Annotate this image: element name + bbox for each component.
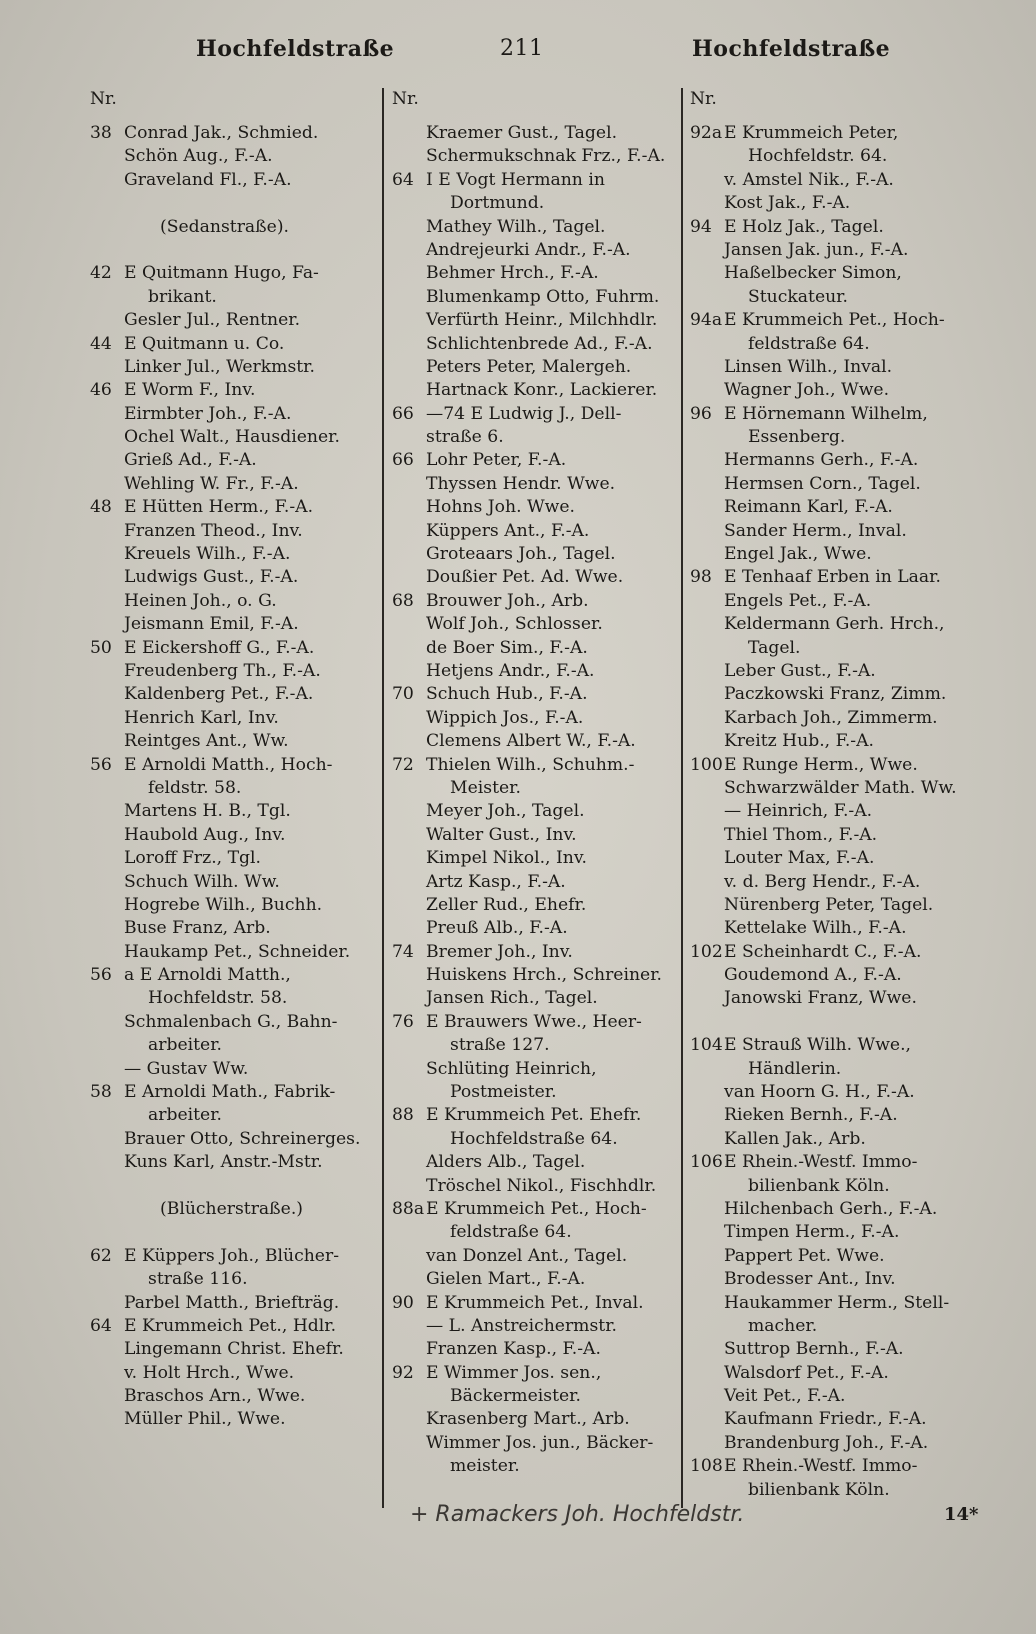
house-entry [90, 496, 368, 519]
resident-entry: Jeismann Emil, F.-A. [124, 614, 299, 635]
resident-entry: Wolf Joh., Schlosser. [426, 614, 603, 635]
entry-continuation: straße 116. [148, 1269, 248, 1290]
resident-name: E Quitmann Hugo, Fa- [124, 263, 319, 284]
resident-entry: Brandenburg Joh., F.-A. [724, 1432, 929, 1453]
house-entry [690, 122, 990, 145]
column-heading: Nr. [392, 89, 419, 109]
resident-entry: straße 6. [426, 427, 504, 448]
house-number: 38 [90, 123, 112, 143]
resident-name: E Rhein.-Westf. Immo- [724, 1456, 918, 1477]
resident-entry [690, 1011, 990, 1034]
resident-entry: Linker Jul., Werkmstr. [124, 356, 315, 377]
resident-entry: Freudenberg Th., F.-A. [124, 660, 321, 681]
resident-entry: Wimmer Jos. jun., Bäcker- [426, 1432, 654, 1453]
resident-entry: Engels Pet., F.-A. [724, 590, 872, 611]
resident-name: a E Arnoldi Matth., [124, 965, 291, 986]
resident-name: E Arnoldi Matth., Hoch- [124, 754, 333, 775]
spacer [90, 239, 368, 262]
resident-entry: Paczkowski Franz, Zimm. [724, 684, 947, 705]
resident-entry: v. d. Berg Hendr., F.-A. [724, 871, 921, 892]
resident-entry: Peters Peter, Malergeh. [426, 356, 632, 377]
entry-continuation: Bäckermeister. [450, 1386, 581, 1407]
resident-entry: van Donzel Ant., Tagel. [426, 1245, 628, 1266]
entry-continuation: Hochfeldstr. 64. [748, 146, 888, 167]
resident-name: Conrad Jak., Schmied. [124, 123, 319, 143]
resident-entry: Hermsen Corn., Tagel. [724, 473, 921, 494]
house-entry [392, 403, 674, 426]
house-entry [392, 1362, 674, 1385]
resident-entry: Keldermann Gerh. Hrch., [724, 614, 945, 635]
column-heading: Nr. [90, 89, 117, 109]
resident-entry: Pappert Pet. Wwe. [724, 1245, 885, 1266]
house-entry [690, 941, 990, 964]
resident-name: E Hütten Herm., F.-A. [124, 497, 314, 518]
house-entry [392, 169, 674, 192]
resident-entry: Zeller Rud., Ehefr. [426, 894, 587, 915]
resident-entry: Andrejeurki Andr., F.-A. [426, 239, 631, 260]
resident-entry: Timpen Herm., F.-A. [724, 1222, 900, 1243]
house-number: 94a [690, 310, 723, 331]
house-number: 98 [690, 567, 712, 588]
house-entry [90, 1315, 368, 1338]
house-number: 92a [690, 123, 723, 143]
house-number: 106 [690, 1152, 723, 1173]
resident-entry: Hogrebe Wilh., Buchh. [124, 894, 323, 915]
house-number: 94 [690, 216, 712, 237]
resident-name: E Krummeich Pet. Ehefr. [426, 1105, 642, 1126]
spacer [90, 1175, 368, 1198]
resident-name: E Rhein.-Westf. Immo- [724, 1152, 918, 1173]
resident-name: E Tenhaaf Erben in Laar. [724, 567, 941, 588]
house-entry [90, 122, 368, 145]
resident-entry: v. Holt Hrch., Wwe. [124, 1362, 295, 1383]
house-number: 44 [90, 333, 112, 354]
house-number: 92 [392, 1362, 414, 1383]
resident-entry: Haubold Aug., Inv. [124, 824, 286, 845]
resident-entry: Gielen Mart., F.-A. [426, 1269, 586, 1290]
resident-entry: Alders Alb., Tagel. [426, 1152, 586, 1173]
house-entry [690, 1151, 990, 1174]
house-entry [392, 1292, 674, 1315]
house-number: 58 [90, 1082, 112, 1103]
resident-entry: Meyer Joh., Tagel. [426, 801, 585, 822]
resident-entry: Wehling W. Fr., F.-A. [124, 473, 299, 494]
resident-entry: Linsen Wilh., Inval. [724, 356, 893, 377]
resident-entry: Schermukschnak Frz., F.-A. [426, 146, 666, 167]
entry-continuation: Essenberg. [748, 427, 846, 448]
house-number: 90 [392, 1292, 414, 1313]
resident-name: E Küppers Joh., Blücher- [124, 1245, 340, 1266]
resident-entry: Louter Max, F.-A. [724, 848, 875, 869]
resident-entry: Clemens Albert W., F.-A. [426, 731, 636, 752]
resident-entry: Kaldenberg Pet., F.-A. [124, 684, 314, 705]
resident-entry: Kallen Jak., Arb. [724, 1128, 866, 1149]
entry-continuation: arbeiter. [148, 1035, 223, 1056]
resident-entry: Artz Kasp., F.-A. [426, 871, 566, 892]
column-middle [392, 88, 674, 1479]
house-entry [392, 683, 674, 706]
house-number: 72 [392, 754, 414, 775]
resident-entry: Henrich Karl, Inv. [124, 707, 279, 728]
column-right [690, 88, 990, 1502]
resident-entry: Wippich Jos., F.-A. [426, 707, 584, 728]
resident-entry: Brauer Otto, Schreinerges. [124, 1128, 361, 1149]
house-entry [90, 754, 368, 777]
resident-entry: Franzen Theod., Inv. [124, 520, 303, 541]
resident-entry: Tröschel Nikol., Fischhdlr. [426, 1175, 657, 1196]
house-number: 102 [690, 941, 723, 962]
entry-continuation: bilienbank Köln. [748, 1479, 890, 1500]
resident-entry: Preuß Alb., F.-A. [426, 918, 568, 939]
resident-entry: Kraemer Gust., Tagel. [426, 123, 618, 143]
resident-name: E Krummeich Pet., Inval. [426, 1292, 644, 1313]
entry-continuation: Postmeister. [450, 1082, 557, 1103]
house-entry [392, 1104, 674, 1127]
resident-entry: Kuns Karl, Anstr.-Mstr. [124, 1152, 323, 1173]
resident-name: Lohr Peter, F.-A. [426, 450, 567, 471]
column-heading: Nr. [690, 89, 717, 109]
resident-name: E Krummeich Peter, [724, 123, 899, 143]
resident-name: E Brauwers Wwe., Heer- [426, 1011, 642, 1032]
header-street-left: Hochfeldstraße [196, 36, 395, 62]
resident-entry: van Hoorn G. H., F.-A. [724, 1082, 915, 1103]
cross-street-heading: (Sedanstraße). [160, 216, 289, 237]
resident-name: E Quitmann u. Co. [124, 333, 285, 354]
resident-entry: Heinen Joh., o. G. [124, 590, 277, 611]
house-entry [90, 333, 368, 356]
resident-entry: de Boer Sim., F.-A. [426, 637, 588, 658]
entry-continuation: Hochfeldstraße 64. [450, 1128, 618, 1149]
resident-entry: Haukammer Herm., Stell- [724, 1292, 950, 1313]
house-entry [690, 1455, 990, 1478]
resident-entry: Schwarzwälder Math. Ww. [724, 777, 957, 798]
resident-name: I E Vogt Hermann in [426, 169, 605, 190]
house-number: 50 [90, 637, 112, 658]
house-number: 62 [90, 1245, 112, 1266]
resident-entry: Hetjens Andr., F.-A. [426, 660, 595, 681]
resident-entry: — Gustav Ww. [124, 1058, 249, 1079]
cross-street-heading: (Blücherstraße.) [160, 1198, 303, 1219]
resident-entry: Kost Jak., F.-A. [724, 193, 851, 214]
house-entry [690, 754, 990, 777]
resident-entry: Kreitz Hub., F.-A. [724, 731, 874, 752]
resident-entry: Eirmbter Joh., F.-A. [124, 403, 292, 424]
resident-entry: Behmer Hrch., F.-A. [426, 263, 599, 284]
spacer [90, 192, 368, 215]
resident-entry: Schuch Wilh. Ww. [124, 871, 280, 892]
resident-entry: Veit Pet., F.-A. [724, 1386, 846, 1407]
resident-entry: Braschos Arn., Wwe. [124, 1386, 306, 1407]
resident-entry: Brodesser Ant., Inv. [724, 1269, 896, 1290]
resident-entry: Kreuels Wilh., F.-A. [124, 544, 291, 565]
resident-name: E Krummeich Pet., Hdlr. [124, 1315, 337, 1336]
house-entry [690, 216, 990, 239]
entry-continuation: Händlerin. [748, 1058, 842, 1079]
entry-continuation: feldstr. 58. [148, 777, 242, 798]
resident-entry: Doußier Pet. Ad. Wwe. [426, 567, 624, 588]
house-number: 88 [392, 1105, 414, 1126]
resident-entry: Goudemond A., F.-A. [724, 965, 902, 986]
resident-entry: Thiel Thom., F.-A. [724, 824, 878, 845]
resident-entry: Schlüting Heinrich, [426, 1058, 597, 1079]
house-entry [90, 1081, 368, 1104]
resident-entry: Reintges Ant., Ww. [124, 731, 289, 752]
resident-entry: Hohns Joh. Wwe. [426, 497, 576, 518]
entry-continuation: brikant. [148, 286, 217, 307]
house-entry [90, 379, 368, 402]
page-number: 211 [500, 36, 544, 61]
spacer [90, 1221, 368, 1244]
house-number: 100 [690, 754, 723, 775]
resident-entry: Sander Herm., Inval. [724, 520, 907, 541]
signature-mark: 14* [944, 1504, 979, 1525]
resident-entry: Schlichtenbrede Ad., F.-A. [426, 333, 653, 354]
resident-entry: Kimpel Nikol., Inv. [426, 848, 587, 869]
resident-entry: Mathey Wilh., Tagel. [426, 216, 606, 237]
resident-entry: Leber Gust., F.-A. [724, 660, 876, 681]
house-entry [392, 1011, 674, 1034]
house-number: 74 [392, 941, 414, 962]
header-street-right: Hochfeldstraße [692, 36, 891, 62]
resident-entry: Huiskens Hrch., Schreiner. [426, 965, 662, 986]
resident-entry: Thyssen Hendr. Wwe. [426, 473, 616, 494]
entry-continuation: Tagel. [748, 637, 801, 658]
resident-entry: Franzen Kasp., F.-A. [426, 1339, 601, 1360]
resident-entry: Reimann Karl, F.-A. [724, 497, 893, 518]
resident-name: Brouwer Joh., Arb. [426, 590, 589, 611]
resident-name: E Eickershoff G., F.-A. [124, 637, 315, 658]
resident-name: E Scheinhardt C., F.-A. [724, 941, 922, 962]
column-left [90, 88, 368, 1432]
resident-entry: Ludwigs Gust., F.-A. [124, 567, 299, 588]
handwritten-note: + Ramackers Joh. Hochfeldstr. [410, 1502, 745, 1527]
resident-entry: Rieken Bernh., F.-A. [724, 1105, 898, 1126]
house-number: 64 [90, 1315, 112, 1336]
house-number: 104 [690, 1035, 723, 1056]
house-number: 66 [392, 450, 414, 471]
resident-entry: Haukamp Pet., Schneider. [124, 941, 351, 962]
resident-entry: Engel Jak., Wwe. [724, 544, 872, 565]
resident-entry: Gesler Jul., Rentner. [124, 310, 301, 331]
resident-entry: Suttrop Bernh., F.-A. [724, 1339, 904, 1360]
resident-name: E Hörnemann Wilhelm, [724, 403, 928, 424]
resident-entry: Küppers Ant., F.-A. [426, 520, 590, 541]
resident-entry: — Heinrich, F.-A. [724, 801, 873, 822]
entry-continuation: feldstraße 64. [748, 333, 870, 354]
house-entry [690, 309, 990, 332]
resident-name: E Wimmer Jos. sen., [426, 1362, 602, 1383]
resident-name: E Krummeich Pet., Hoch- [426, 1198, 647, 1219]
entry-continuation: Meister. [450, 777, 521, 798]
entry-continuation: Hochfeldstr. 58. [148, 988, 288, 1009]
house-number: 46 [90, 380, 112, 401]
resident-name: E Runge Herm., Wwe. [724, 754, 918, 775]
house-number: 64 [392, 169, 414, 190]
resident-name: Schuch Hub., F.-A. [426, 684, 588, 705]
house-entry [90, 964, 368, 987]
resident-entry: Lingemann Christ. Ehefr. [124, 1339, 344, 1360]
entry-continuation: Stuckateur. [748, 286, 848, 307]
resident-entry: Jansen Rich., Tagel. [426, 988, 598, 1009]
house-entry [690, 1034, 990, 1057]
entry-continuation: straße 127. [450, 1035, 550, 1056]
resident-name: E Holz Jak., Tagel. [724, 216, 884, 237]
resident-entry: Kettelake Wilh., F.-A. [724, 918, 907, 939]
column-divider-left [382, 88, 384, 1508]
resident-name: —74 E Ludwig J., Dell- [426, 403, 622, 424]
resident-entry: Karbach Joh., Zimmerm. [724, 707, 938, 728]
house-number: 96 [690, 403, 712, 424]
column-divider-right [681, 88, 683, 1508]
resident-entry: Wagner Joh., Wwe. [724, 380, 890, 401]
resident-entry: Loroff Frz., Tgl. [124, 848, 262, 869]
house-entry [690, 403, 990, 426]
resident-entry: Graveland Fl., F.-A. [124, 169, 292, 190]
entry-continuation: bilienbank Köln. [748, 1175, 890, 1196]
resident-entry: Nürenberg Peter, Tagel. [724, 894, 934, 915]
house-entry [392, 941, 674, 964]
house-number: 56 [90, 965, 112, 986]
entry-continuation: meister. [450, 1456, 520, 1477]
resident-entry: Schmalenbach G., Bahn- [124, 1011, 338, 1032]
house-entry [392, 449, 674, 472]
resident-entry: Müller Phil., Wwe. [124, 1409, 286, 1430]
resident-entry: Jansen Jak. jun., F.-A. [724, 239, 909, 260]
house-number: 70 [392, 684, 414, 705]
resident-name: E Arnoldi Math., Fabrik- [124, 1082, 336, 1103]
resident-entry: Hermanns Gerh., F.-A. [724, 450, 919, 471]
house-number: 108 [690, 1456, 723, 1477]
resident-name: Bremer Joh., Inv. [426, 941, 573, 962]
house-number: 66 [392, 403, 414, 424]
house-entry [392, 754, 674, 777]
resident-name: E Worm F., Inv. [124, 380, 256, 401]
house-number: 76 [392, 1011, 414, 1032]
resident-entry: Kaufmann Friedr., F.-A. [724, 1409, 927, 1430]
resident-entry: Groteaars Joh., Tagel. [426, 544, 616, 565]
house-number: 42 [90, 263, 112, 284]
resident-entry: Ochel Walt., Hausdiener. [124, 427, 340, 448]
entry-continuation: arbeiter. [148, 1105, 223, 1126]
entry-continuation: feldstraße 64. [450, 1222, 572, 1243]
page-header [0, 36, 1036, 72]
resident-entry: Haßelbecker Simon, [724, 263, 902, 284]
house-number: 48 [90, 497, 112, 518]
resident-entry: Krasenberg Mart., Arb. [426, 1409, 630, 1430]
resident-name: E Strauß Wilh. Wwe., [724, 1035, 911, 1056]
resident-entry: Martens H. B., Tgl. [124, 801, 291, 822]
resident-name: E Krummeich Pet., Hoch- [724, 310, 945, 331]
house-number: 88a [392, 1198, 425, 1219]
resident-entry: Walter Gust., Inv. [426, 824, 577, 845]
resident-entry: Walsdorf Pet., F.-A. [724, 1362, 889, 1383]
house-entry [90, 262, 368, 285]
house-entry [690, 566, 990, 589]
house-number: 68 [392, 590, 414, 611]
resident-entry: Blumenkamp Otto, Fuhrm. [426, 286, 660, 307]
resident-entry: Verfürth Heinr., Milchhdlr. [426, 310, 658, 331]
resident-entry: Janowski Franz, Wwe. [724, 988, 917, 1009]
resident-entry: Buse Franz, Arb. [124, 918, 271, 939]
house-entry [392, 590, 674, 613]
house-number: 56 [90, 754, 112, 775]
house-entry [90, 637, 368, 660]
resident-entry: — L. Anstreichermstr. [426, 1315, 617, 1336]
resident-entry: Schön Aug., F.-A. [124, 146, 273, 167]
resident-entry: Grieß Ad., F.-A. [124, 450, 257, 471]
entry-continuation: Dortmund. [450, 193, 545, 214]
house-entry [90, 1245, 368, 1268]
resident-entry: Hilchenbach Gerh., F.-A. [724, 1198, 938, 1219]
resident-entry: v. Amstel Nik., F.-A. [724, 169, 894, 190]
resident-entry: Parbel Matth., Briefträg. [124, 1292, 340, 1313]
entry-continuation: macher. [748, 1315, 818, 1336]
resident-entry: Hartnack Konr., Lackierer. [426, 380, 658, 401]
house-entry [392, 1198, 674, 1221]
resident-name: Thielen Wilh., Schuhm.- [426, 754, 635, 775]
